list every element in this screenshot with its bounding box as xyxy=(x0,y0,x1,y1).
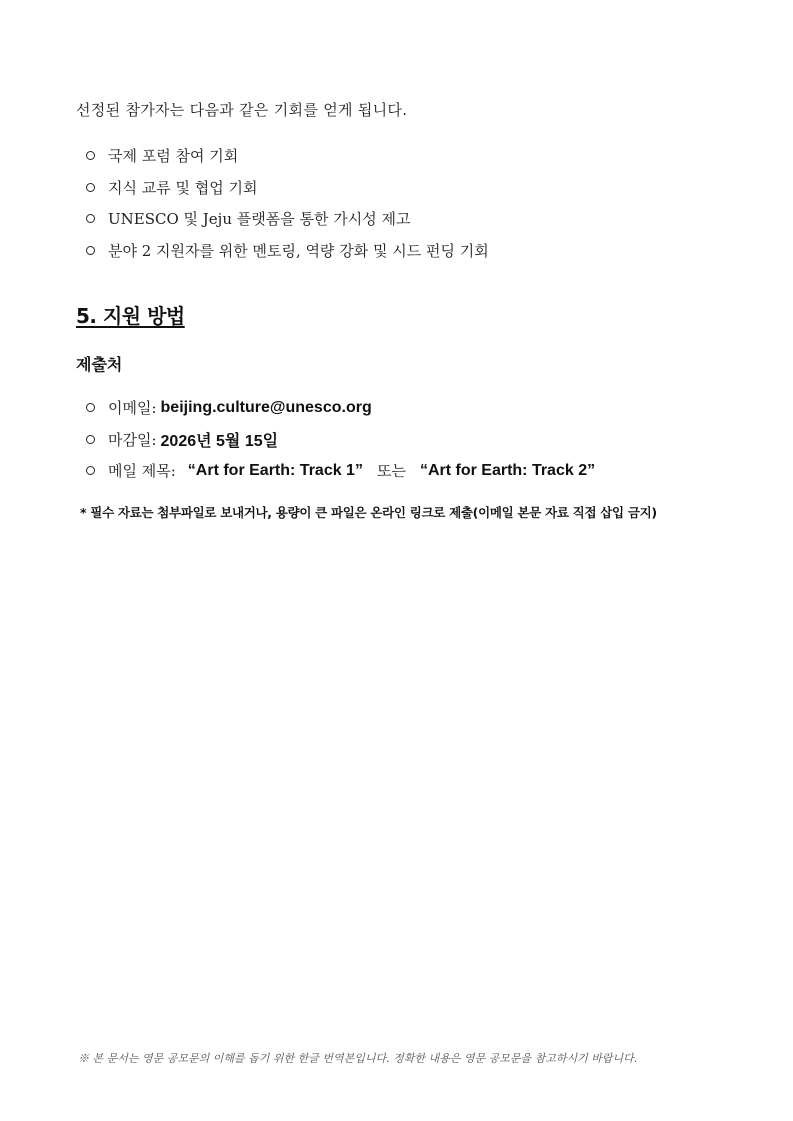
item-label: 이메일: xyxy=(108,399,157,418)
subject-value-1: “Art for Earth: Track 1” xyxy=(187,461,363,479)
circle-bullet-icon xyxy=(86,183,95,192)
benefit-text: 지식 교류 및 협업 기회 xyxy=(108,178,258,197)
list-item xyxy=(86,392,595,424)
note-text: * 필수 자료는 첨부파일로 보내거나, 용량이 큰 파일은 온라인 링크로 제출(이메일 본문 자료 직접 삽입 금지) xyxy=(80,505,657,520)
item-label: 메일 제목: xyxy=(108,462,176,481)
list-item xyxy=(86,235,489,267)
circle-bullet-icon xyxy=(86,435,95,444)
benefit-text: UNESCO 및 Jeju 플랫폼을 통한 가시성 제고 xyxy=(108,210,411,229)
submission-list xyxy=(86,392,595,487)
circle-bullet-icon xyxy=(86,466,95,475)
section-title: 5. 지원 방법 xyxy=(76,304,185,328)
subject-value-2: “Art for Earth: Track 2” xyxy=(419,461,596,479)
list-item xyxy=(86,455,595,487)
list-item xyxy=(86,203,489,235)
list-item xyxy=(86,424,595,456)
circle-bullet-icon xyxy=(86,403,95,412)
list-item xyxy=(86,172,489,204)
circle-bullet-icon xyxy=(86,214,95,223)
circle-bullet-icon xyxy=(86,246,95,255)
subheading: 제출처 xyxy=(76,355,123,374)
circle-bullet-icon xyxy=(86,151,95,160)
benefit-text: 분야 2 지원자를 위한 멘토링, 역량 강화 및 시드 펀딩 기회 xyxy=(108,241,489,260)
footer-disclaimer: ※ 본 문서는 영문 공모문의 이해를 돕기 위한 한글 번역본입니다. 정확한 내용은 영문 공모문을 참고하시기 바랍니다. xyxy=(78,1052,638,1065)
benefit-text: 국제 포럼 참여 기회 xyxy=(108,147,239,166)
deadline-value: 2026년 5월 15일 xyxy=(160,432,279,450)
email-link[interactable]: beijing.culture@unesco.org xyxy=(160,398,372,416)
item-label: 마감일: xyxy=(108,430,157,449)
connector-text: 또는 xyxy=(376,462,406,481)
list-item xyxy=(86,140,489,172)
benefits-list xyxy=(86,140,489,266)
intro-text: 선정된 참가자는 다음과 같은 기회를 얻게 됩니다. xyxy=(76,101,408,119)
